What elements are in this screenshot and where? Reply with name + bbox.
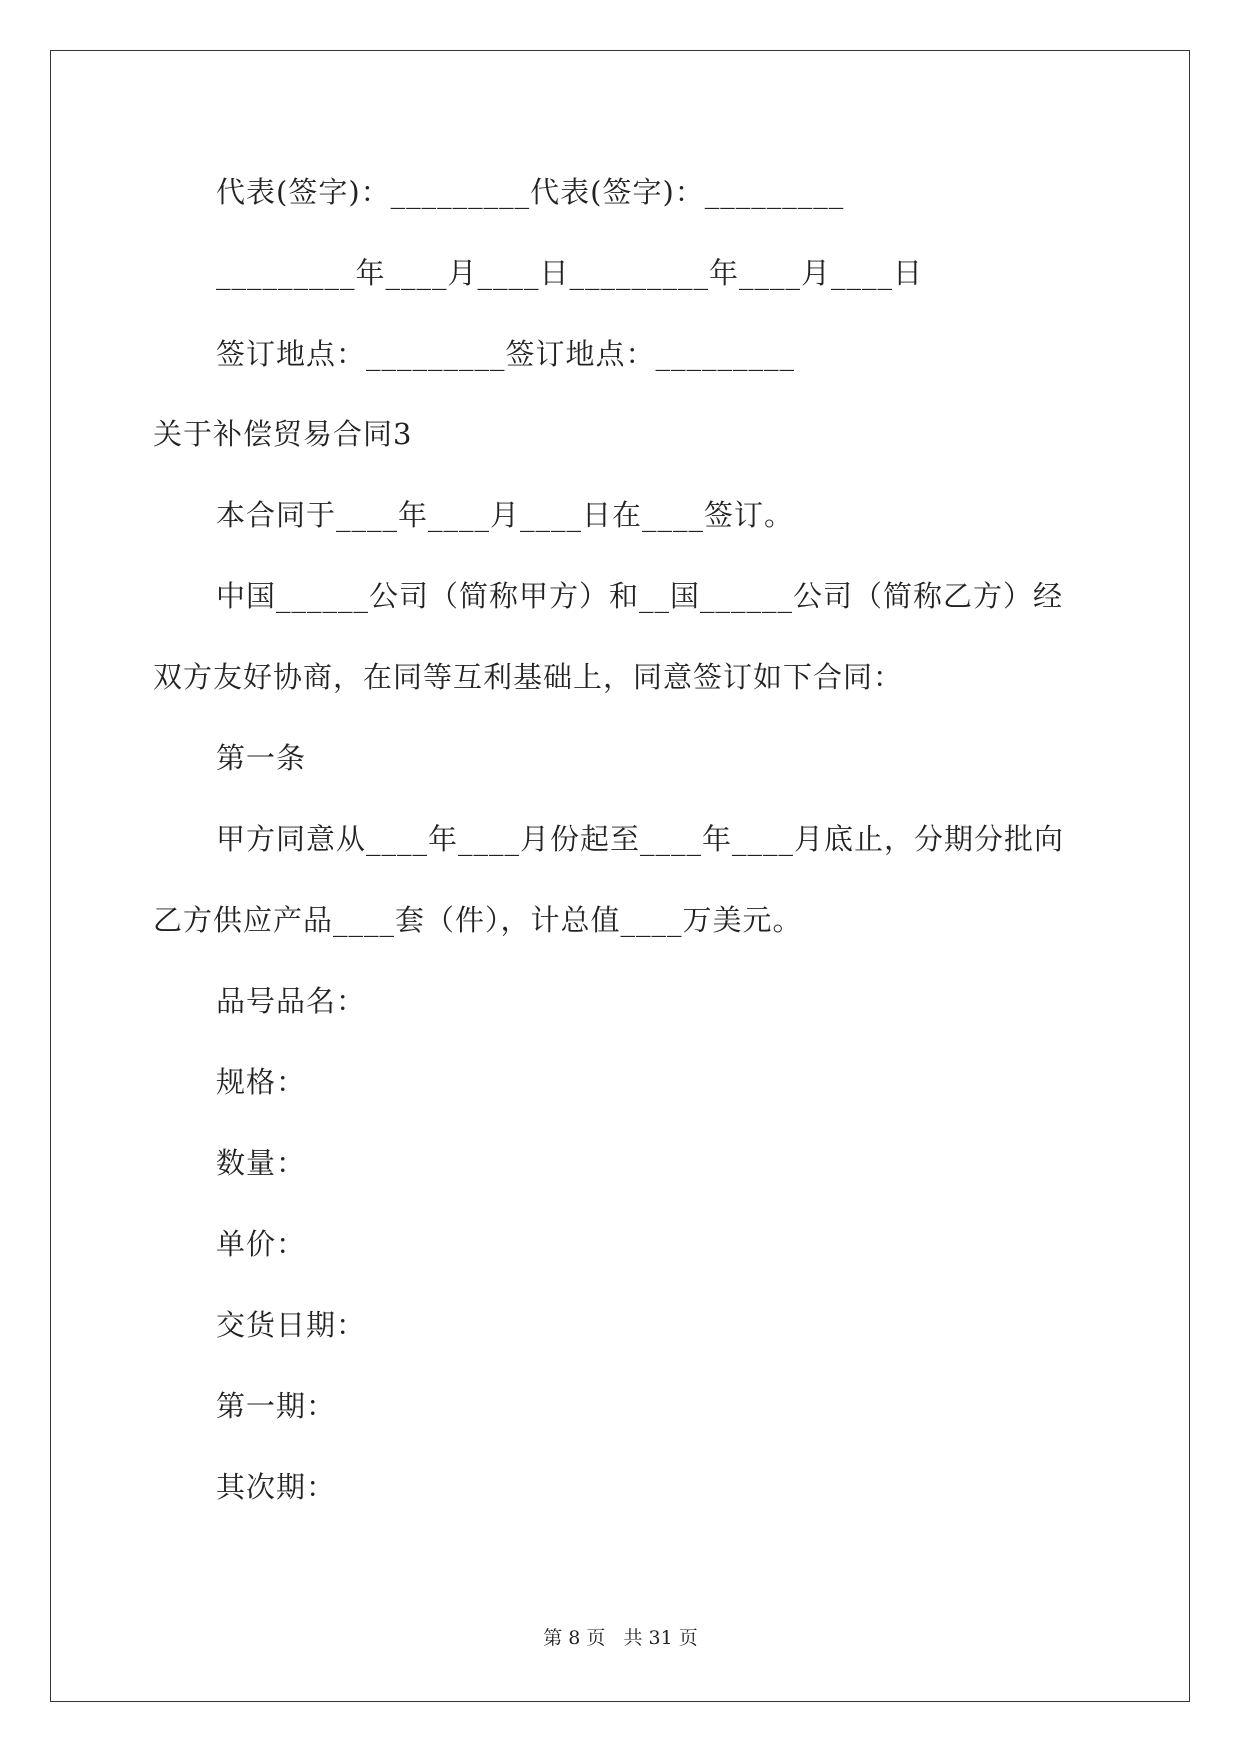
field-label: 单价：: [216, 1227, 307, 1261]
contract-heading: 关于补偿贸易合同3: [153, 417, 413, 451]
field-label: 交货日期：: [216, 1308, 367, 1342]
page-number: 第 8 页 共 31 页: [543, 1627, 698, 1649]
paragraph-line: 本合同于____年____月____日在____签订。: [216, 498, 795, 532]
paragraph-line: 甲方同意从____年____月份起至____年____月底止，分期分批向: [216, 822, 1065, 856]
field-label: 其次期：: [216, 1470, 337, 1504]
page-frame: [50, 50, 1190, 1702]
field-label: 数量：: [216, 1146, 307, 1180]
field-label: 第一期：: [216, 1389, 337, 1423]
paragraph-line: 乙方供应产品____套（件），计总值____万美元。: [153, 903, 803, 937]
field-label: 规格：: [216, 1065, 307, 1099]
paragraph-line: 中国______公司（简称甲方）和__国______公司（简称乙方）经: [216, 579, 1064, 613]
signing-place-line: 签订地点：_________签订地点：_________: [216, 337, 796, 371]
article-heading: 第一条: [216, 741, 307, 775]
field-label: 品号品名：: [216, 984, 367, 1018]
date-line: _________年____月____日_________年____月____日: [216, 256, 924, 290]
paragraph-line: 双方友好协商，在同等互利基础上，同意签订如下合同：: [153, 660, 904, 694]
signature-line: 代表(签字)：_________代表(签字)：_________: [216, 175, 845, 209]
